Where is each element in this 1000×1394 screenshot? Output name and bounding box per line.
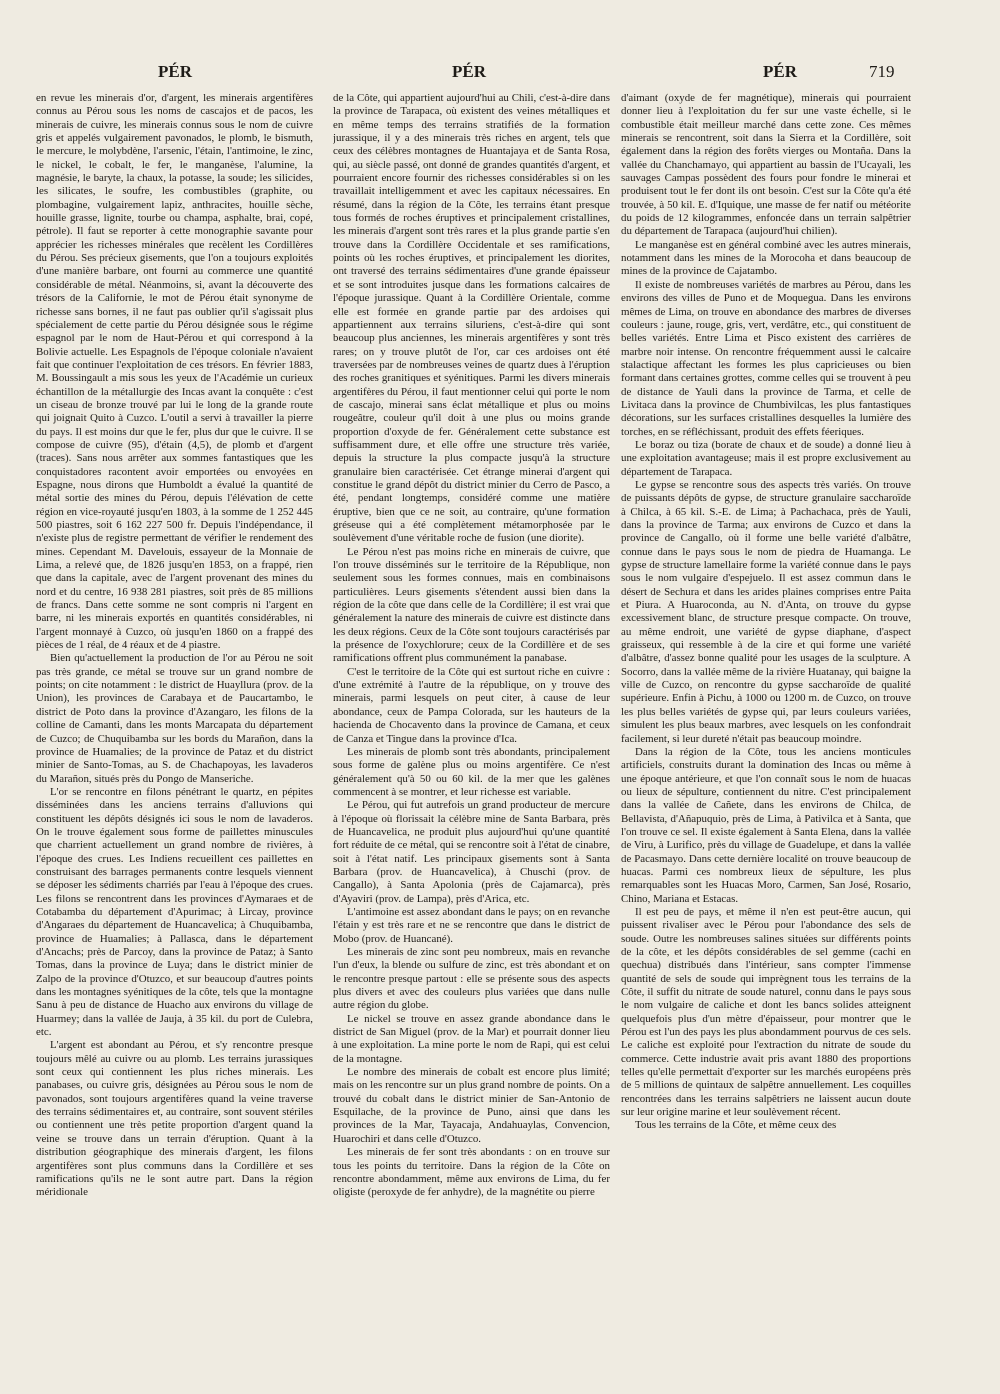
paragraph: Les minerais de zinc sont peu nombreux, mais en revanche l'un d'eux, la blende ou sulfure de zinc, est très abondant et on le rencontre presque partout : elle se présente sous des aspects plus divers et avec des couleurs plus variées que dans nulle autre région du globe. <box>333 946 610 1012</box>
header-left-word: PÉR <box>158 62 192 81</box>
paragraph: L'or se rencontre en filons pénétrant le quartz, en pépites disséminées dans les anciens terrains d'alluvions qui constituent les dépôts désignés ici sous le nom de lavaderos. On le trouve également sous forme de paillettes minuscules que charrient actuellement un grand nombre de rivières, à l'époque des crues. Les Indiens recueillent ces paillettes en construisant des barrages permanents contre lesquels viennent se déposer les sédiments charriés par l'eau à l'époque des crues. Les filons se rencontrent dans les provinces d'Aymaraes et de Cotabamba du département d'Apurimac; à Lircay, province d'Angaraes du département de Huancavelica; à Chuquibamba, province de Huamalies; à Pallasca, dans le département d'Ancachs; près de Parcoy, dans la province de Pataz; à Santo Tomas, dans la province de Luya; dans le district minier de Zalpo de la province d'Otuzco, et sur beaucoup d'autres points dans les montagnes syénitiques de la côte, tels que la montagne Sanu à peu de distance de Huacho aux environs du village de Huarmey; dans la vallée de Jauja, à 35 kil. du port de Culebra, etc. <box>36 785 313 1039</box>
paragraph: en revue les minerais d'or, d'argent, les minerais argentifères connus au Pérou sous les noms de cascajos et de pacos, les minerais de cuivre, les minerais connus sous le nom de cuivre gris et appelés vulgairement pavonados, le plomb, le bismuth, le mercure, le molybdène, l'arsenic, l'étain, l'antimoine, le zinc, le nickel, le cobalt, le fer, le manganèse, l'alumine, la magnésie, le baryte, la chaux, la potasse, la soude; les silicides, les silicates, le soufre, les combustibles (graphite, ou plombagine, vulgairement lapiz, anthracites, houille sèche, houille grasse, lignite, tourbe ou champa, asphalte, brai, copé, pétrole). Il faut se reporter à cette monographie savante pour apprécier les richesses minérales que recèlent les Cordillères du Pérou. Ses précieux gisements, que l'on a toujours exploités d'une manière barbare, ont fourni au commerce une quantité considérable de métal. Néanmoins, si, avant la découverte des trésors de la Californie, le mot de Pérou était synonyme de richesse sans bornes, il ne faut pas oublier qu'il s'agissait plus spécialement de cette partie du Pérou désignée sous le régime espagnol par le nom de Haut-Pérou et qui correspond à la Bolivie actuelle. Les Espagnols de l'époque coloniale n'avaient fait que continuer l'exploitation de ces trésors. En février 1883, M. Boussingault a mis sous les yeux de l'Académie un curieux échantillon de la métallurgie des Incas avant la conquête : c'est un ciseau de bronze trouvé par lui le long de la grande route qui joignait Quito à Cuzco. L'outil a servi à travailler la pierre du pays. Il est moins dur que le fer, plus dur que le cuivre. Il se compose de cuivre (95), d'étain (4,5), de plomb et d'argent (traces). Sans nous arrêter aux sommes fantastiques que les conquistadores racontent avoir emportées ou envoyées en Espagne, nous dirons que Humboldt a évalué la quantité de métal sortie des mines du Pérou, depuis l'élévation de cette région en vice-royauté jusqu'en 1803, à la somme de 1 252 445 500 piastres, soit 6 162 227 500 fr. Depuis l'indépendance, il n'existe plus de registre permettant de vérifier le rendement des mines. Cependant M. Davelouis, essayeur de la Monnaie de Lima, a relevé que, de 1826 jusqu'en 1853, on a frappé, rien que dans la capitale, avec de l'argent provenant des mines du nord et du centre, 16 938 281 piastres, soit près de 85 millions de francs. Dans cette somme ne sont compris ni l'argent en barre, ni les minerais exportés en quantités considérables, ni l'argent monnayé à Cuzco, où jusqu'en 1860 on a frappé des pièces de 1 réal, de 4 réaux et de 4 piastre. <box>36 92 313 652</box>
paragraph: Dans la région de la Côte, tous les anciens monticules artificiels, construits durant la domination des Incas ou même à une époque antérieure, et que l'on connaît sous le nom de huacas ou lieux de sépulture, contiennent du nitre. C'est principalement dans la vallée de Cañete, dans les environs de Chilca, de Bellavista, d'Añapuquio, près de Lima, à Pativilca et à Santa, que l'on trouve ce sel. Il existe également à Santa Elena, dans la vallée de Viru, à Lurifico, près du village de Guadelupe, et dans la vallée de Pacasmayo. Dans cette dernière localité on trouve beaucoup de huacas. Parmi ces nombreux lieux de sépulture, les plus remarquables sont les Huacas Moro, Carmen, San José, Rosario, Chino, Mariana et Estacas. <box>621 745 911 905</box>
running-header <box>0 62 1000 86</box>
paragraph: Le Pérou n'est pas moins riche en minerais de cuivre, que l'on trouve disséminés sur le territoire de la République, non seulement sous les formes connues, mais en combinaisons particulières. Leurs gisements s'étendent aussi bien dans la région de la côte que dans celle de la Cordillère; il est vrai que généralement la nature des minerais de cuivre est distincte dans les deux régions. Ceux de la Côte sont toujours caractérisés par la présence de l'oxychlorure; ceux de la Cordillère et de ses ramifications offrent plus communément la panabase. <box>333 545 610 665</box>
page-number: 719 <box>869 62 895 81</box>
paragraph: Les minerais de plomb sont très abondants, principalement sous forme de galène plus ou moins argentifère. Ce n'est généralement qu'à 50 ou 60 kil. de la mer que les galènes commencent à se montrer, et leur richesse est variable. <box>333 745 610 798</box>
paragraph: Bien qu'actuellement la production de l'or au Pérou ne soit pas très grande, ce métal se trouve sur un grand nombre de points; on cite notamment : le district de Huayllura (prov. de la Union), les provinces de Carabaya et de Paucartambo, le district de Poto dans la province d'Azangaro, les filons de la colline de Camanti, dans les monts Marcapata du département de Cuzco; de Chuquibamba sur les bords du Marañon, dans la province de Huamalies; de la province de Pataz et du district minier de Santo-Tomas, au S. de Chachapoyas, les lavaderos du Marañon, situés près du Pongo de Manseriche. <box>36 652 313 785</box>
paragraph: Le boraz ou tiza (borate de chaux et de soude) a donné lieu à une exploitation avantageuse; mais il est propre exclusivement au département de Tarapaca. <box>621 438 911 478</box>
paragraph: Il existe de nombreuses variétés de marbres au Pérou, dans les environs des villes de Puno et de Moquegua. Dans les environs mêmes de Lima, on trouve en abondance des marbres de diverses couleurs : jaune, rouge, gris, vert, verdâtre, etc., qui constituent de belles variétés. Entre Lima et Pisco existent des carrières de marbre noir intense. On rencontre fréquemment aussi le calcaire stalactique affectant les formes les plus capricieuses ou bien formant dans certaines grottes, comme celles qui se trouvent à peu de distance de Yauli dans la province de Tarma, et celle de Livitaca dans la province de Chumbivilcas, les plus fantastiques décorations, sur les surfaces cristallines desquelles la lumière des torches, en se réfléchissant, produit des effets féeriques. <box>621 278 911 438</box>
paragraph: Le gypse se rencontre sous des aspects très variés. On trouve de puissants dépôts de gypse, de structure granulaire saccharoïde à Chilca, à 65 kil. S.-E. de Lima; à Pachachaca, près de Yauli, dans la province de Tarma; aux environs de Cuzco et dans la province de Cangallo, où il forme une belle variété d'albâtre, connue dans le pays sous le nom de piedra de Huamanga. Le gypse de structure lamellaire forme la variété connue dans le pays sous le nom vulgaire d'espejuelo. Il est assez commun dans le désert de Sechura et dans les arides plaines comprises entre Paita et Piura. A Huaroconda, au N. d'Anta, on trouve du gypse excessivement blanc, de structure presque compacte. On trouve, au même endroit, une variété de gypse diaphane, d'aspect graisseux, qui ressemble à de la cire et qui forme une variété d'albâtre, d'assez bonne qualité pour les usages de la sculpture. A Socorro, dans la vallée même de la rivière Huatanay, qui baigne la ville de Cuzco, on rencontre du gypse saccharoïde de qualité supérieure. Enfin à Pichu, à 1000 ou 1200 m. de Cuzco, on trouve les plus belles variétés de gypse qui, par leurs couleurs variées, simulent les plus beaux marbres, avec lesquels on les confondrait facilement, si leur dureté n'était pas beaucoup moindre. <box>621 478 911 745</box>
paragraph: C'est le territoire de la Côte qui est surtout riche en cuivre : d'une extrémité à l'autre de la république, on y trouve des minerais, parmi lesquels on peut citer, à cause de leur abondance, ceux de Pampa Colorada, sur les hauteurs de la hacienda de Chocavento dans la province de Camana, et ceux de Canza et Tingue dans la province d'Ica. <box>333 665 610 745</box>
paragraph: Le Pérou, qui fut autrefois un grand producteur de mercure à l'époque où florissait la célèbre mine de Santa Barbara, près de Huancavelica, ne produit plus aujourd'hui qu'une quantité fort réduite de ce métal, qui se rencontre soit à l'état de cinabre, soit à l'état natif. Les principaux gisements sont à Santa Barbara (prov. de Huancavelica), à Chuschi (prov. de Cangallo), à Santa Apolonia (près de Cajamarca), près d'Ayaviri (prov. de Lampa), près d'Arica, etc. <box>333 799 610 905</box>
paragraph: Le nickel se trouve en assez grande abondance dans le district de San Miguel (prov. de la Mar) et pourrait donner lieu à une exploitation. La mine porte le nom de Rapi, qui est celui de la montagne. <box>333 1012 610 1065</box>
text-column-center <box>333 92 610 1370</box>
header-center-word: PÉR <box>452 62 486 81</box>
paragraph: de la Côte, qui appartient aujourd'hui au Chili, c'est-à-dire dans la province de Tarapaca, où existent des veines métalliques et en même temps des terrains stratifiés de la formation jurassique, il y a des minerais très riches en argent, tels que ceux des célèbres montagnes de Huantajaya et de Santa Rosa, qui, au siècle passé, ont donné de grandes quantités d'argent, et pourraient encore fournir des richesses considérables si on les travaillait intelligemment et avec les capitaux nécessaires. En résumé, dans la région de la Côte, les terrains étant presque tous formés de roches éruptives et principalement cristallines, les minerais d'argent sont très rares et la plus grande partie s'en trouve dans la Cordillère Occidentale et ses ramifications, points où les roches éruptives, et principalement les diorites, ont traversé des terrains sédimentaires d'une grande épaisseur et se sont introduites jusque dans les formations calcaires de l'époque jurassique. Quant à la Cordillère Orientale, comme elle est formée en grande partie par des ardoises qui appartiennent aux terrains siluriens, c'est-à-dire qui sont beaucoup plus anciennes, les minerais argentifères y sont très rares; on y trouve plutôt de l'or, car ces ardoises ont été traversées par de nombreuses veines de quartz dues à l'éruption des roches granitiques et syénitiques. Parmi les divers minerais argentifères du Pérou, il faut mentionner celui qui porte le nom de cascajo, minerai sans éclat métallique et plus ou moins rougeâtre, couleur qu'il doit à une plus ou moins grande proportion d'oxyde de fer. Généralement cette substance est suffisamment dure, et elle offre une structure très variée, depuis la structure la plus compacte jusqu'à la structure granulaire bien caractérisée. Cet étrange minerai d'argent qui constitue le grand dépôt du district minier du Cerro de Pasco, a été, pendant longtemps, considéré comme une matière éruptive, bien que ce ne soit, au contraire, qu'une formation gréseuse qui a été complètement métamorphosée par le soulèvement d'une véritable roche de fusion (une diorite). <box>333 92 610 545</box>
text-column-left <box>36 92 313 1370</box>
paragraph: Tous les terrains de la Côte, et même ceux des <box>635 1119 837 1132</box>
text-column-right <box>621 92 911 1370</box>
paragraph: L'antimoine est assez abondant dans le pays; on en revanche l'étain y est très rare et ne se rencontre que dans le district de Mobo (prov. de Huancané). <box>333 905 610 945</box>
paragraph: Le manganèse est en général combiné avec les autres minerais, notamment dans les mines de la Morocoha et dans beaucoup de mines de la province de Cajatambo. <box>621 238 911 278</box>
paragraph: Il est peu de pays, et même il n'en est peut-être aucun, qui puissent rivaliser avec le Pérou pour l'abondance des sels de soude. Outre les nombreuses salines situées sur différents points de la côte, et les dépôts considérables de sel gemme (cachi en quechua) distribués dans l'intérieur, sans compter l'immense quantité de sels de soude qui imprègnent tous les terrains de la Côte, il suffit du nitrate de soude naturel, connu dans le pays sous le nom vulgaire de caliche et dont les bancs solides atteignent quelquefois plus d'un mètre d'épaisseur, pour montrer que le Pérou est l'un des pays les plus abondamment pourvus de ces sels. Le caliche est exploité pour l'extraction du nitrate de soude du commerce. Cette industrie avait pris avant 1880 des proportions telles qu'elle permettait d'exporter sur les marchés européens près de 5 millions de quintaux de salpêtre annuellement. Les coquilles rencontrées dans les terrains salpêtriers ne laissent aucun doute sur leur origine marine et leur soulèvement récent. <box>621 905 911 1119</box>
paragraph: Le nombre des minerais de cobalt est encore plus limité; mais on les rencontre sur un plus grand nombre de points. On a trouvé du cobalt dans le district minier de San-Antonio de Esquilache, de la province de Puno, ainsi que dans les provinces de la Mar, Tayacaja, Andahuaylas, Convencion, Huarochiri et dans celle d'Otuzco. <box>333 1066 610 1145</box>
paragraph: d'aimant (oxyde de fer magnétique), minerais qui pourraient donner lieu à l'exploitation du fer sur une vaste échelle, si le combustible était meilleur marché dans cette zone. Ces mêmes minerais se rencontrent, soit dans la Sierra et la Cordillère, soit également dans la région des forêts vierges ou Montaña. Dans la vallée du Chanchamayo, qui appartient au bassin de l'Ucayali, les sauvages Campas possèdent des fours pour fondre le minerai et produisent tout le fer dont ils ont besoin. C'est sur la Côte qu'a été trouvée, à 50 kil. E. d'Iquique, une masse de fer natif ou météorite du poids de 12 kilogrammes, enfoncée dans un terrain salpêtrier du département de Tarapaca (aujourd'hui chilien). <box>621 92 911 238</box>
paragraph: L'argent est abondant au Pérou, et s'y rencontre presque toujours mêlé au cuivre ou au plomb. Les terrains jurassiques sont ceux qui contiennent les plus riches minerais. Les panabases, ou cuivre gris, désignées au Pérou sous le nom de pavonados, sont toujours argentifères quand la veine traverse des terrains sédimentaires et, au contraire, sont souvent stériles ou contiennent une très petite proportion d'argent quand la veine se trouve dans un terrain d'éruption. Quant à la distribution géographique des minerais d'argent, les filons argentifères sont plus communs dans la Cordillère et ses ramifications qu'ils ne le sont autre part. Dans la région méridionale <box>36 1039 313 1199</box>
paragraph: Les minerais de fer sont très abondants : on en trouve sur tous les points du territoire. Dans la région de la Côte on rencontre abondamment, même aux environs de Lima, du fer oligiste (peroxyde de fer anhydre), de la magnétite ou pierre <box>333 1146 610 1199</box>
header-right-word: PÉR <box>763 62 797 81</box>
